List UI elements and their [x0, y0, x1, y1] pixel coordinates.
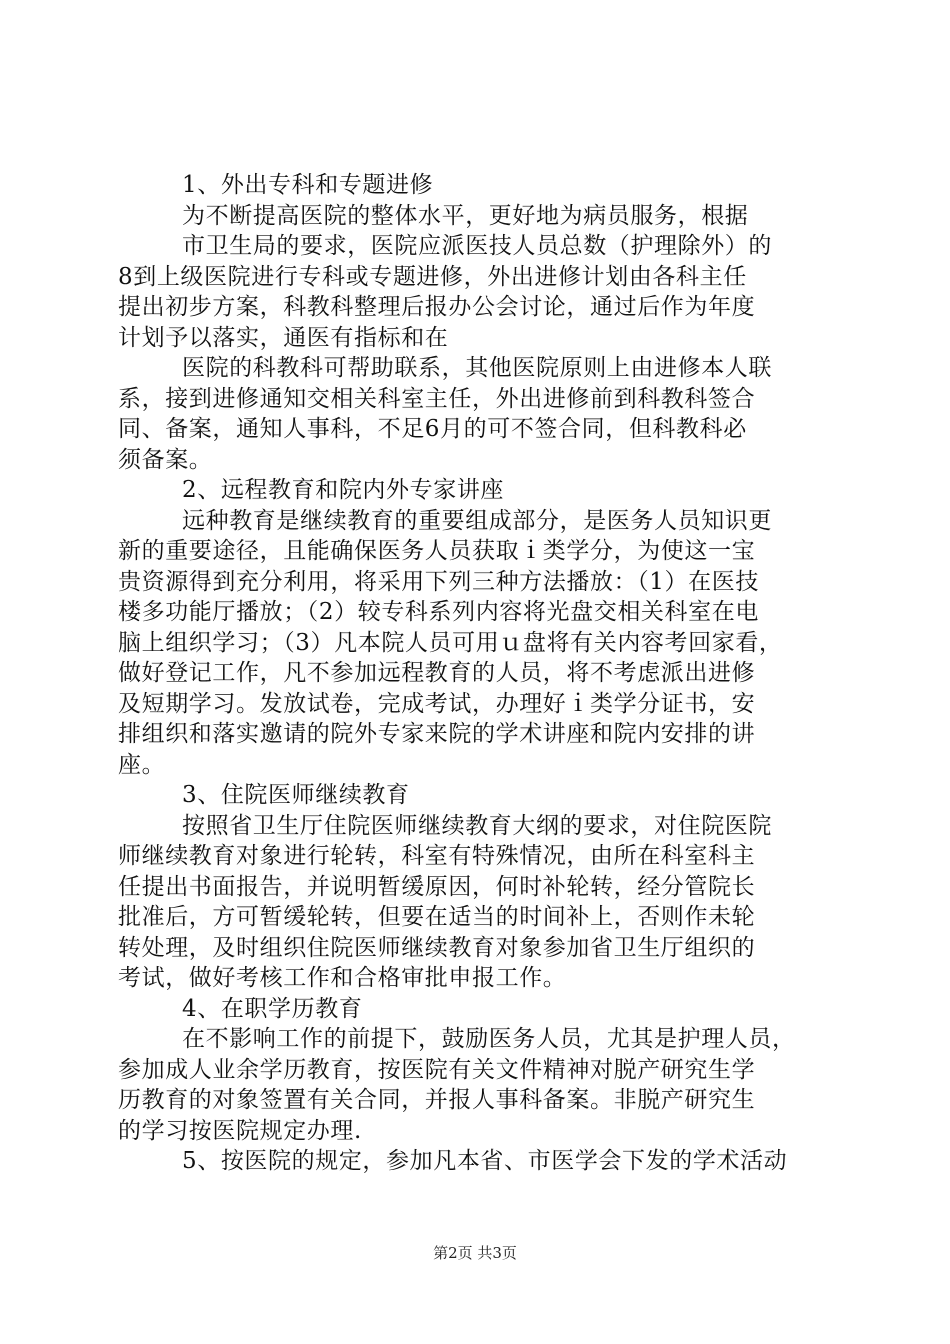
- text-line: 贵资源得到充分利用，将采用下列三种方法播放：（1）在医技: [118, 568, 759, 595]
- text-line: 5、按医院的规定，参加凡本省、市医学会下发的学术活动: [182, 1148, 788, 1174]
- text-line: 的学习按医院规定办理.: [118, 1117, 362, 1144]
- text-line: 同、备案，通知人事科，不足6月的可不签合同，但科教科必: [118, 416, 747, 442]
- text-line: 及短期学习。发放试卷，完成考试，办理好ｉ类学分证书，安: [118, 690, 756, 717]
- text-line: 1、外出专科和专题进修: [182, 172, 434, 198]
- text-line: 新的重要途径，且能确保医务人员获取ｉ类学分，为使这一宝: [118, 538, 756, 564]
- text-line: 系，接到进修通知交相关科室主任，外出进修前到科教科签合: [118, 385, 756, 412]
- text-line: 医院的科教科可帮助联系，其他医院原则上由进修本人联: [182, 355, 772, 381]
- page-footer: 第2页 共3页: [433, 1244, 517, 1262]
- text-line: 任提出书面报告，并说明暂缓原因，何时补轮转，经分管院长: [118, 873, 756, 900]
- text-line: 按照省卫生厅住院医师继续教育大纲的要求，对住院医院: [182, 812, 772, 839]
- text-line: 市卫生局的要求，医院应派医技人员总数（护理除外）的: [182, 233, 772, 259]
- text-line: 4、在职学历教育: [182, 995, 363, 1022]
- text-line: 在不影响工作的前提下，鼓励医务人员，尤其是护理人员，: [182, 1026, 796, 1052]
- text-line: 做好登记工作，凡不参加远程教育的人员，将不考虑派出进修: [118, 660, 756, 686]
- text-line: 须备案。: [118, 446, 213, 473]
- text-line: 批准后，方可暂缓轮转，但要在适当的时间补上，否则作未轮: [118, 904, 756, 930]
- text-line: 历教育的对象签置有关合同，并报人事科备案。非脱产研究生: [118, 1087, 756, 1113]
- text-line: 参加成人业余学历教育，按医院有关文件精神对脱产研究生学: [118, 1056, 756, 1083]
- text-line: 师继续教育对象进行轮转，科室有特殊情况，由所在科室科主: [118, 843, 756, 869]
- text-line: 排组织和落实邀请的院外专家来院的学术讲座和院内安排的讲: [118, 721, 756, 747]
- text-line: 计划予以落实，通医有指标和在: [118, 324, 449, 351]
- text-line: 2、远程教育和院内外专家讲座: [182, 477, 505, 503]
- document-body: [118, 170, 834, 1177]
- text-line: 3、住院医师继续教育: [182, 782, 410, 808]
- text-line: 座。: [118, 751, 166, 778]
- text-line: 楼多功能厅播放；（2）较专科系列内容将光盘交相关科室在电: [118, 599, 759, 625]
- text-line: 为不断提高医院的整体水平，更好地为病员服务，根据: [182, 202, 749, 229]
- text-line: 提出初步方案，科教科整理后报办公会讨论，通过后作为年度: [118, 294, 756, 320]
- text-line: 转处理，及时组织住院医师继续教育对象参加省卫生厅组织的: [118, 934, 756, 961]
- text-line: 8到上级医院进行专科或专题进修，外出进修计划由各科主任: [118, 263, 747, 290]
- text-line: 考试，做好考核工作和合格审批申报工作。: [118, 965, 567, 991]
- text-line: 脑上组织学习；（3）凡本院人员可用ｕ盘将有关内容考回家看，: [118, 629, 783, 656]
- text-line: 远种教育是继续教育的重要组成部分，是医务人员知识更: [182, 507, 772, 534]
